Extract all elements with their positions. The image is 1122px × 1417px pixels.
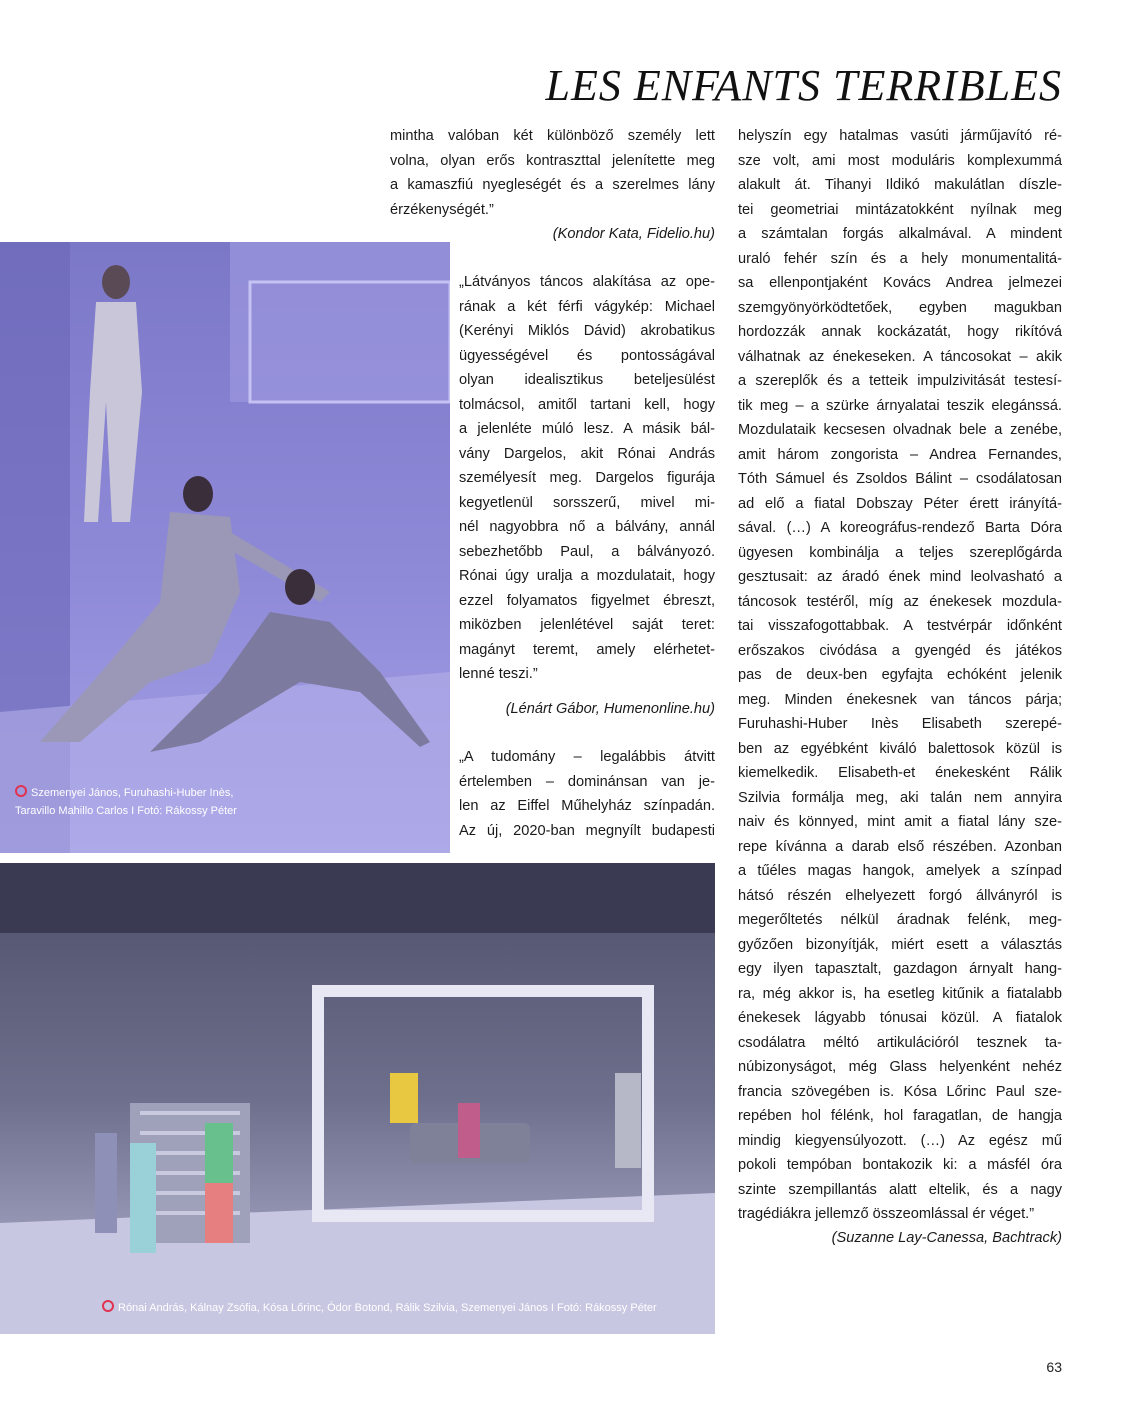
quote-lenart-source: (Lénárt Gábor, Humenonline.hu) [505, 701, 715, 717]
text-line: Szilvia formálja meg, aki talán nem annyira [738, 789, 1062, 806]
text-line: olyan idealisztikus beteljesülést [459, 372, 715, 388]
review-bachtrack-source: (Suzanne Lay-Canessa, Bachtrack) [831, 1230, 1062, 1246]
text-line: tik meg – a szürke árnyalatai teszik elegánssá. [738, 397, 1062, 414]
text-line: repében hol félénk, hol faragatlan, de hangja [738, 1108, 1062, 1124]
text-line: a számtalan forgás alkalmával. A mindent [738, 226, 1062, 242]
photo1-caption-line2: Taravillo Mahillo Carlos I Fotó: Rákossy Péter [15, 805, 237, 817]
text-line: vány Dargelos, akit Rónai András [459, 445, 715, 462]
text-line: táncosok testéről, míg az énekesek mozdula- [738, 593, 1062, 610]
caption-ring-icon [102, 1300, 114, 1312]
stage-photo-image [0, 863, 715, 1334]
quote-lenart [459, 270, 715, 687]
stage-photo [0, 863, 715, 1334]
text-line: tragédiákra jellemző összeomlással ér véget.” [738, 1206, 1035, 1222]
text-line: „A tudomány – legalábbis átvitt [459, 749, 715, 765]
text-line: sebezhetőbb Paul, a bálványozó. [459, 543, 715, 560]
text-line: hordozzák annak kockázatát, hogy rikítóvá [738, 324, 1062, 340]
photo1-caption-line1: Szemenyei János, Furuhashi-Huber Inès, [31, 787, 234, 799]
text-line: válhatnak az énekeseken. A táncosokat – akik [738, 348, 1062, 365]
quote-science [459, 745, 715, 843]
text-line: amit három zongorista – Andrea Fernandes, [738, 446, 1062, 463]
quote-kondor [390, 124, 715, 222]
text-line: szemgyönyörködtetőek, egyben magukban [738, 299, 1062, 316]
dance-photo-image [0, 242, 450, 853]
text-line: Rónai úgy uralja a mozdulatait, hogy [459, 568, 715, 584]
text-line: gesztusait: az áradó ének mind leolvasható a [738, 569, 1062, 585]
text-line: ra, még akkor is, ha esetleg kitűnik a fiatalabb [738, 985, 1062, 1002]
photo2-caption [102, 1300, 657, 1316]
text-line: naiv és könnyed, mint amit a fiatal lány sze- [738, 814, 1062, 830]
text-line: nél nagyobbra nő a bálvány, annál [459, 519, 715, 535]
text-line: miközben jelenlétével saját teret: [459, 617, 715, 633]
photo1-caption [15, 785, 237, 819]
text-line: megerőltetés nélkül áradnak felénk, meg- [738, 912, 1062, 928]
text-line: a szereplők és a tetteik impulzivitását testesí- [738, 373, 1062, 389]
text-line: len az Eiffel Műhelyház színpadán. [459, 798, 715, 814]
photo2-caption-text: Rónai András, Kálnay Zsófia, Kósa Lőrinc, Ódor Botond, Rálik Szilvia, Szemenyei János I Fotó: Rákossy Péter [118, 1302, 657, 1314]
text-line: személyesít meg. Dargelos figurája [459, 470, 715, 486]
text-line: Mozdulataik kecsesen olvadnak bele a zenébe, [738, 422, 1062, 438]
text-line: a kamaszfiú nyegleségét és a szerelmes lány [390, 177, 715, 193]
text-line: tolmácsol, amitől tartani kell, hogy [459, 396, 715, 413]
text-line: Az új, 2020-ban megnyílt budapesti [459, 822, 715, 839]
text-line: volna, olyan erős kontraszttal jelenítette meg [390, 152, 715, 169]
text-line: a jelenléte múló lesz. A másik bál- [459, 421, 715, 437]
text-line: Tóth Sámuel és Zsoldos Bálint – csodálatosan [738, 471, 1062, 487]
text-line: hátsó részén elhelyezett forgó állványról is [738, 887, 1062, 904]
text-line: lenné teszi.” [459, 666, 538, 682]
text-line: Furuhashi-Huber Inès Elisabeth szerepé- [738, 716, 1062, 732]
text-line: tai visszafogottabbak. A testvérpár időnként [738, 618, 1062, 634]
text-line: erőszakos civódása a gyengéd és játékos [738, 642, 1062, 659]
text-line: helyszín egy hatalmas vasúti járműjavító ré- [738, 128, 1062, 144]
text-line: ezzel folyamatos figyelmet ébreszt, [459, 592, 715, 609]
page-number: 63 [1046, 1359, 1062, 1375]
text-line: szinte szempillantás alatt eltelik, és a nagy [738, 1181, 1062, 1198]
review-bachtrack [738, 124, 1062, 1227]
text-line: mindig kiegyensúlyozott. (…) Az egész mű [738, 1132, 1062, 1149]
text-line: núbizonyságot, még Glass helyenként nehéz [738, 1059, 1062, 1075]
text-line: érzékenységét.” [390, 201, 494, 218]
text-line: ben az egyébként kiváló balettosok közül is [738, 740, 1062, 757]
text-line: (Kerényi Miklós Dávid) akrobatikus [459, 323, 715, 339]
text-line: ügyességével és pontosságával [459, 347, 715, 364]
text-line: énekesek lágyabb tónusai közül. A fiatalok [738, 1010, 1062, 1026]
text-line: sa ellenpontjaként Kovács Andrea jelmezei [738, 275, 1062, 291]
text-line: magányt teremt, amely elérhetet- [459, 641, 715, 658]
text-line: repe kívánna a darab első részében. Azonban [738, 838, 1062, 855]
text-line: meg. Minden énekesnek van táncos párja; [738, 691, 1062, 708]
text-line: uraló fehér szín és a hely monumentalitá- [738, 250, 1062, 267]
text-line: ad elő a fiatal Dobszay Péter érett irányítá- [738, 495, 1062, 512]
text-line: francia szövegében is. Kósa Lőrinc Paul sze- [738, 1083, 1062, 1100]
text-line: „Látványos táncos alakítása az ope- [459, 274, 715, 290]
text-line: alakult át. Tihanyi Ildikó makulátlan díszle- [738, 177, 1062, 193]
text-line: sze volt, ami most moduláris komplexummá [738, 152, 1062, 169]
text-line: rának a két férfi vágykép: Michael [459, 298, 715, 315]
text-line: értelemben – dominánsan van je- [459, 773, 715, 790]
text-line: mintha valóban két különböző személy lett [390, 128, 715, 144]
quote-kondor-source: (Kondor Kata, Fidelio.hu) [552, 226, 715, 242]
text-line: pokoli tempóban bontakozik ki: a másfél óra [738, 1157, 1062, 1173]
text-line: a tűéles magas hangok, amelyek a színpad [738, 863, 1062, 879]
text-line: győzően bizonyítják, miért esett a választás [738, 936, 1062, 953]
text-line: kiemelkedik. Elisabeth-et énekesként Rálik [738, 765, 1062, 781]
text-line: csodálatra méltó artikulációról tesznek ta- [738, 1034, 1062, 1051]
dance-photo [0, 242, 450, 853]
text-line: sával. (…) A koreográfus-rendező Barta Dóra [738, 520, 1062, 536]
text-line: kegyetlenül sorsszerű, mivel mi- [459, 494, 715, 511]
text-line: ügyesen kombinálja a teljes szereplőgárda [738, 544, 1062, 561]
article-title: LES ENFANTS TERRIBLES [545, 61, 1062, 110]
caption-ring-icon [15, 785, 27, 797]
text-line: tei geometriai mintázatokként nyílnak meg [738, 201, 1062, 218]
text-line: egy ilyen tapasztalt, gazdagon árnyalt hang- [738, 961, 1062, 977]
text-line: pas de deux-ben egyfajta echóként jelenik [738, 667, 1062, 683]
